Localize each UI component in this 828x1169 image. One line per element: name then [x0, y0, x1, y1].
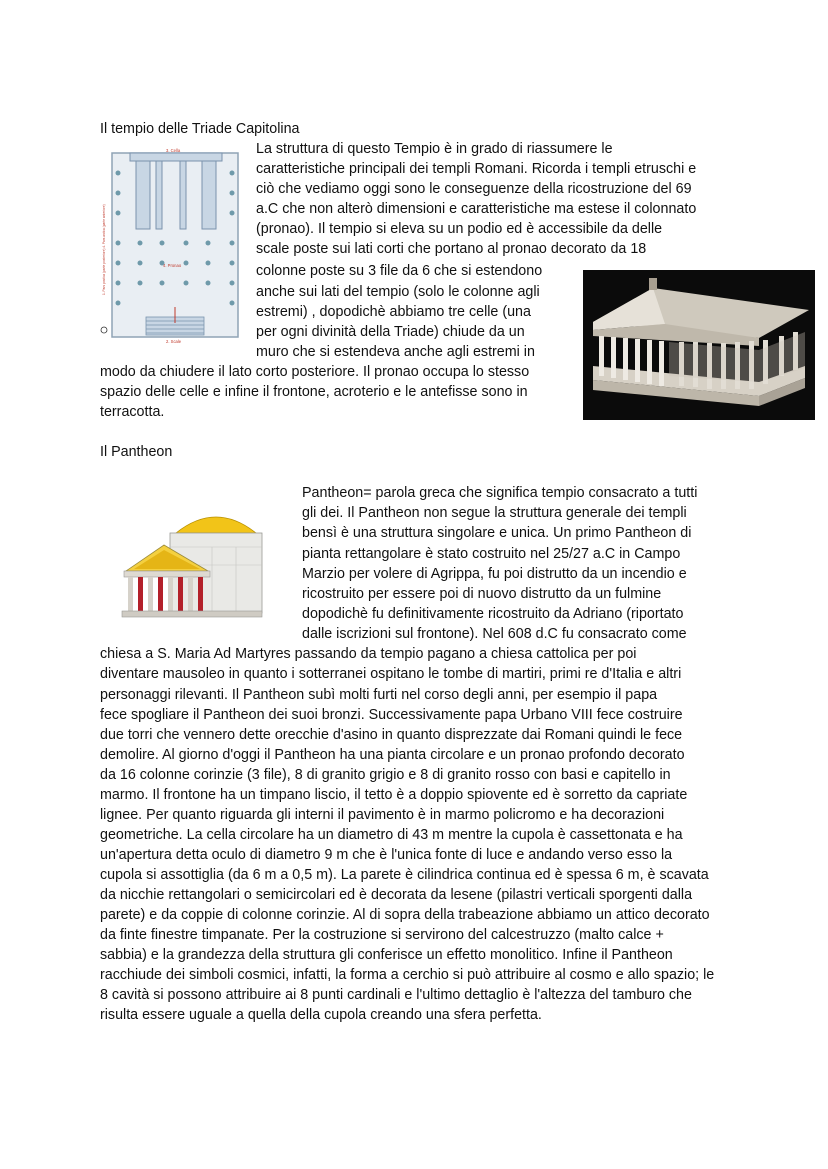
- text-line: Marzio per volere di Agrippa, fu poi distrutto da un incendio e: [302, 566, 687, 582]
- text-line: La struttura di questo Tempio è in grado di riassumere le: [256, 141, 613, 157]
- text-line: gli dei. Il Pantheon non segue la struttura generale dei templi: [302, 505, 687, 521]
- text-line: dopodichè fu definitivamente ricostruito da Adriano (riportato: [302, 606, 684, 622]
- text-line: lignee. Per quanto riguarda gli interni il pavimento è in marmo policromo e ha decorazioni: [100, 807, 665, 823]
- text-line: ciò che vediamo oggi sono le conseguenze della ricostruzione del 69: [256, 181, 692, 197]
- text-line: pianta rettangolare è stato costruito nel 25/27 a.C in Campo: [302, 546, 681, 562]
- text-line: terracotta.: [100, 404, 165, 420]
- text-line: modo da chiudere il lato corto posteriore. Il pronao occupa lo stesso: [100, 364, 530, 380]
- text-line: Pantheon= parola greca che significa tempio consacrato a tutti: [302, 485, 698, 501]
- text-line: per ogni divinità della Triade) chiude da un: [256, 324, 525, 340]
- text-line: fece spogliare il Pantheon dei suoi bronzi. Successivamente papa Urbano VIII fece costruire: [100, 707, 683, 723]
- text-line: marmo. Il frontone ha un timpano liscio, il tetto è a doppio spiovente ed è sorretto da capriate: [100, 787, 688, 803]
- section-title-pantheon: Il Pantheon: [100, 444, 173, 460]
- text-line: da nicchie rettangolari o semicircolari ed è decorata da lesene (pilastri verticali sporgenti dalla: [100, 887, 693, 903]
- text-line: racchiude dei simboli cosmici, infatti, la forma a cerchio si può attribuire al cosmo e allo spazio; le: [100, 967, 715, 983]
- pantheon-illustration: [112, 505, 264, 623]
- text-line: bensì è una struttura singolare e unica. Un primo Pantheon di: [302, 525, 692, 541]
- text-line: diventare mausoleo in quanto i sotterranei ospitano le tombe di martiri, primi re d'Italia e altri: [100, 666, 682, 682]
- text-line: (pronao). Il tempio si eleva su un podio ed è accessibile da delle: [256, 221, 663, 237]
- text-line: un'apertura detta oculo di diametro 9 m che è l'unica fonte di luce e andando verso esso la: [100, 847, 673, 863]
- text-line: dalle iscrizioni sul frontone). Nel 608 d.C fu consacrato come: [302, 626, 687, 642]
- text-line: caratteristiche principali dei templi Romani. Ricorda i templi etruschi e: [256, 161, 697, 177]
- text-line: 8 cavità si possono attribuire ai 8 punti cardinali e l'ultimo dettaglio è l'altezza del tamburo che: [100, 987, 692, 1003]
- text-line: cupola si assottiglia (da 6 m a 0,5 m). La parete è cilindrica continua ed è spessa 6 m, è scavata: [100, 867, 709, 883]
- text-line: geometriche. La cella circolare ha un diametro di 43 m mentre la cupola è cassettonata e ha: [100, 827, 683, 843]
- text-line: spazio delle celle e infine il frontone, acroterio e le antefisse sono in: [100, 384, 528, 400]
- text-line: da 16 colonne corinzie (3 file), 8 di granito grigio e 8 di granito rosso con basi e capitello in: [100, 767, 671, 783]
- text-line: sabbia) e la grandezza della struttura gli conferisce un effetto monolitico. Infine il Pantheon: [100, 947, 673, 963]
- text-line: personaggi rilevanti. Il Pantheon subì molti furti nel corso degli anni, per esempio il papa: [100, 687, 658, 703]
- text-line: due torri che vennero dette orecchie d'asino in quanto disprezzate dai Romani quindi le fece: [100, 727, 683, 743]
- temple-floor-plan-diagram: [100, 145, 240, 345]
- plan-label-scale: 2. Scale: [166, 339, 182, 344]
- text-line: a.C che non alterò dimensioni e caratteristiche ma estese il colonnato: [256, 201, 697, 217]
- text-line: demolire. Al giorno d'oggi il Pantheon ha una pianta circolare e un pronao profondo decorato: [100, 747, 685, 763]
- text-line: chiesa a S. Maria Ad Martyres passando da tempio pagano a chiesa cattolica per poi: [100, 646, 637, 662]
- text-line: ricostruito per essere poi di nuovo distrutto da un fulmine: [302, 586, 662, 602]
- section-title-triade: Il tempio delle Triade Capitolina: [100, 121, 300, 137]
- temple-model-photo: [583, 270, 815, 420]
- text-line: risulta essere uguale a quella della cupola creando una sfera perfetta.: [100, 1007, 542, 1023]
- text-line: estremi) , dopodichè abbiamo tre celle (una: [256, 304, 531, 320]
- text-line: scale poste sui lati corti che portano al pronao decorato da 18: [256, 241, 647, 257]
- text-line: da finte finestre timpanate. Per la costruzione si servirono del calcestruzzo (malto calce +: [100, 927, 664, 943]
- text-line: muro che si estendeva anche agli estremi in: [256, 344, 535, 360]
- plan-label-pronao: 4. Pronao: [163, 263, 182, 268]
- text-line: parete) e da coppie di colonne corinzie. Al di sopra della trabeazione abbiamo un attico decorato: [100, 907, 710, 923]
- text-line: anche sui lati del tempio (solo le colonne agli: [256, 284, 540, 300]
- plan-label-cella: 3. Cella: [166, 148, 181, 153]
- text-line: colonne poste su 3 file da 6 che si estendono: [256, 263, 543, 279]
- plan-label-side: 1. Pars postica (parte posteriore) 4. Pars antica (parte anteriore): [102, 204, 106, 295]
